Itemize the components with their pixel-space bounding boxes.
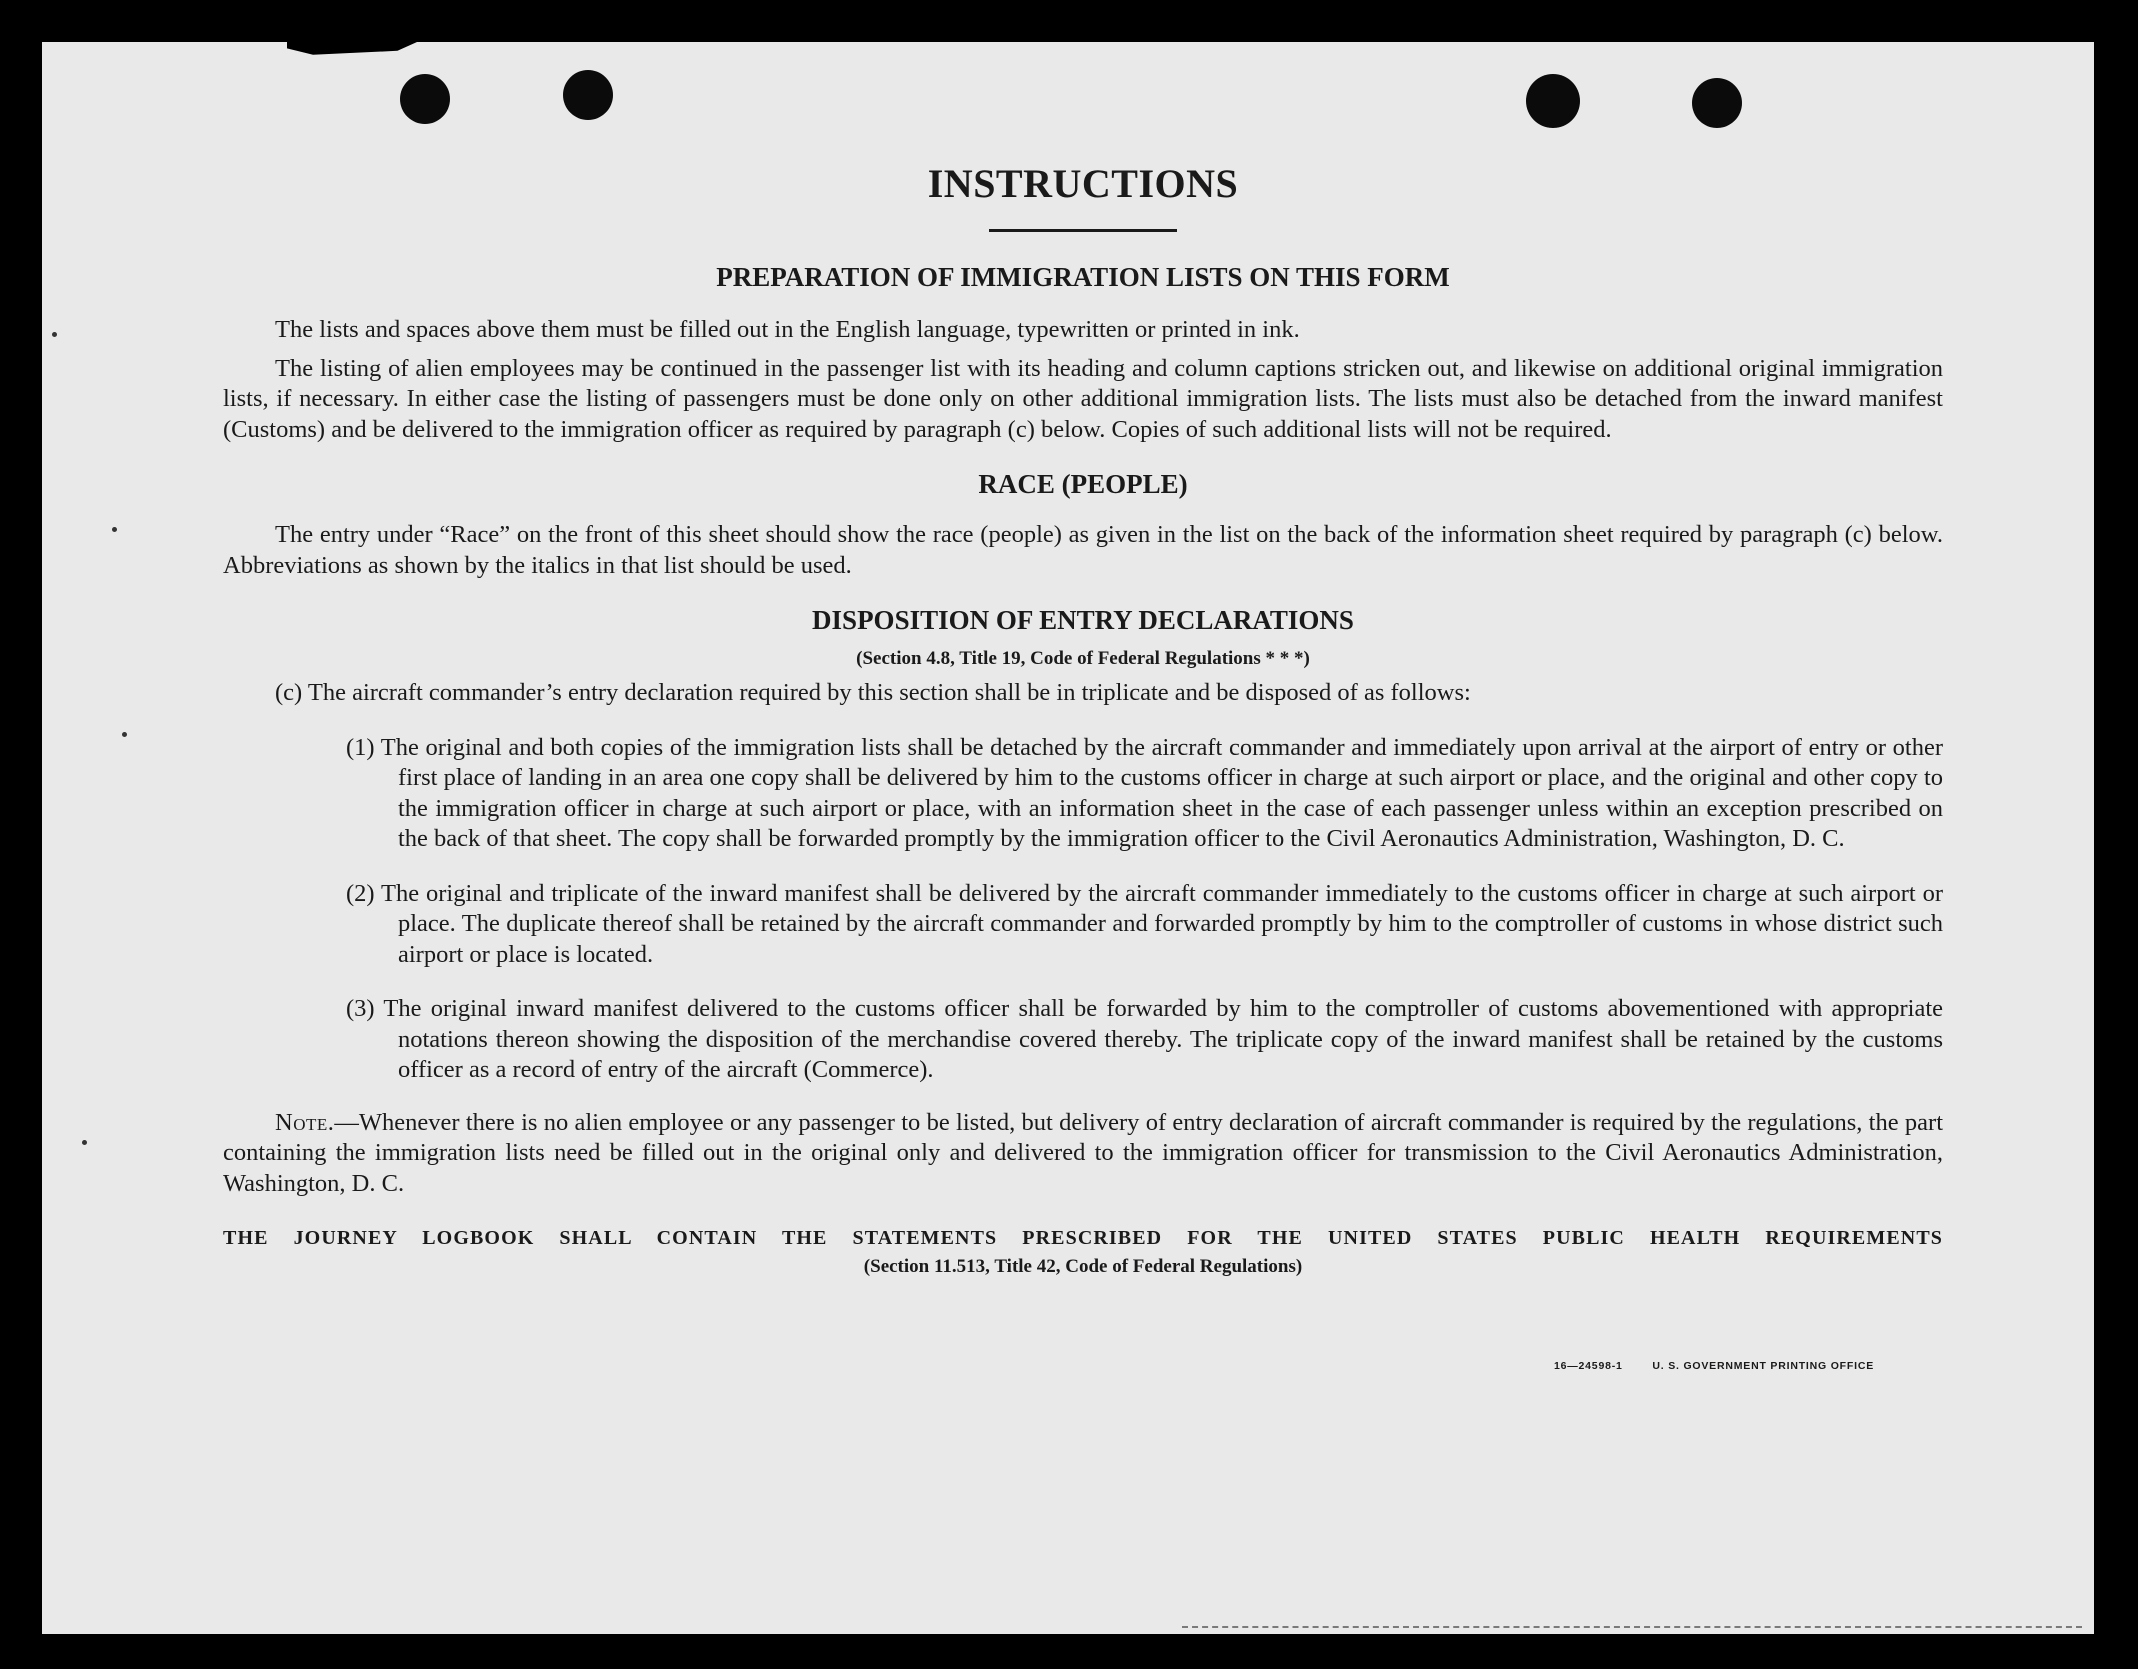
paragraph: The listing of alien employees may be continued in the passenger list with its heading and column captions stricken out, and likewise on additional original immigration lists, if necessary. In either case the listing of passengers must be done only on other additional immigration lists. The lists must also be detached from the inward manifest (Customs) and be delivered to the immigration officer as required by paragraph (c) below. Copies of such additional lists will not be required.: [223, 354, 1943, 443]
list-item: (2) The original and triplicate of the inward manifest shall be delivered by the aircraft commander immediately to the customs officer in charge at such airport or place. The duplicate thereof shall be retained by the aircraft commander and forwarded promptly by him to the comptroller of customs in whose district such airport or place is located.: [346, 879, 1943, 968]
health-statement: THE JOURNEY LOGBOOK SHALL CONTAIN THE STATEMENTS PRESCRIBED FOR THE UNITED STATES PUBLIC HEALTH REQUIREMENTS: [223, 1227, 1943, 1249]
speck: [82, 1140, 87, 1145]
section-heading-race: RACE (PEOPLE): [978, 469, 1188, 499]
note-label: Note.: [275, 1108, 335, 1136]
health-citation: (Section 11.513, Title 42, Code of Federal Regulations): [863, 1256, 1303, 1277]
printer-imprint: [1554, 1360, 1874, 1372]
paragraph: (c) The aircraft commander’s entry declaration required by this section shall be in triplicate and be disposed of as follows:: [275, 679, 1471, 706]
note-text: —Whenever there is no alien employee or any passenger to be listed, but delivery of entry declaration of aircraft commander is required by the regulations, the part containing the immigration lists need be filled out in the original only and delivered to the immigration officer for transmission to the Civil Aeronautics Administration, Washington, D. C.: [223, 1108, 1943, 1197]
list-item: (1) The original and both copies of the immigration lists shall be detached by the aircraft commander and immediately upon arrival at the airport of entry or other first place of landing in an area one copy shall be delivered by him to the customs officer in charge at such airport or place, and the original and other copy to the immigration officer in charge at such airport or place, with an information sheet in the case of each passenger unless within an exception prescribed on the back of that sheet. The copy shall be forwarded promptly by the immigration officer to the Civil Aeronautics Administration, Washington, D. C.: [346, 733, 1943, 852]
speck: [52, 332, 57, 337]
form-number: 16—24598-1: [1553, 1360, 1623, 1372]
paragraph: The lists and spaces above them must be filled out in the English language, typewritten or printed in ink.: [275, 316, 1300, 343]
paragraph: The entry under “Race” on the front of this sheet should show the race (people) as given in the list on the back of the information sheet required by paragraph (c) below. Abbreviations as shown by the italics in that list should be used.: [223, 521, 1943, 579]
document-title: INSTRUCTIONS: [927, 161, 1239, 206]
document-sheet: [42, 42, 2094, 1634]
section-heading-preparation: PREPARATION OF IMMIGRATION LISTS ON THIS FORM: [716, 262, 1450, 292]
torn-corner: [287, 42, 417, 58]
speck: [112, 527, 117, 532]
section-heading-disposition: DISPOSITION OF ENTRY DECLARATIONS: [812, 605, 1354, 635]
printer-name: U. S. GOVERNMENT PRINTING OFFICE: [1652, 1360, 1874, 1372]
note-paragraph: [223, 1108, 1943, 1200]
regulation-citation: (Section 4.8, Title 19, Code of Federal Regulations * * *): [856, 648, 1310, 669]
document-body: [223, 112, 1943, 1278]
list-item: (3) The original inward manifest delivered to the customs officer shall be forwarded by him to the comptroller of customs abovementioned with appropriate notations thereon showing the disposition of the merchandise covered thereby. The triplicate copy of the inward manifest shall be retained by the customs officer as a record of entry of the aircraft (Commerce).: [346, 995, 1943, 1083]
speck: [122, 732, 127, 737]
perforation-line: [1182, 1626, 2082, 1628]
title-rule: [989, 229, 1177, 232]
